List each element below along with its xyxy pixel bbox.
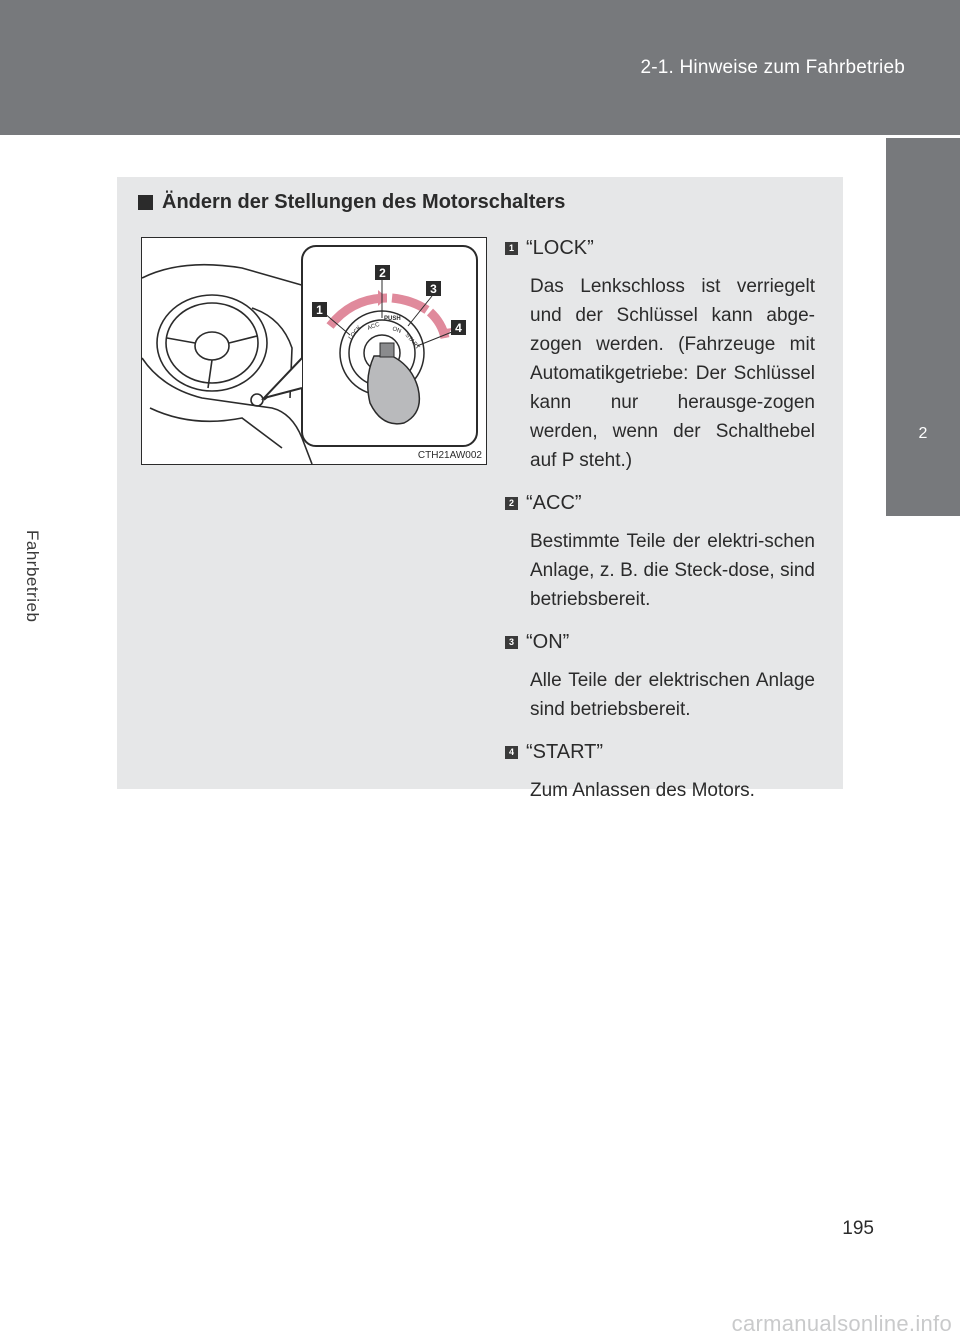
item-title: “START” (526, 740, 604, 763)
ignition-switch-figure (141, 237, 487, 465)
item-description: Das Lenkschloss ist verriegelt und der Schlüssel kann abge-zogen werden. (Fahrzeuge mit Automatikgetriebe: Der Schlüssel kann nur herausge-zogen werden, wenn der Schalthebel auf P steht.) (530, 276, 815, 471)
page-number: 195 (842, 1218, 874, 1239)
callout-1: 1 (316, 303, 323, 317)
item-number-badge: 4 (505, 746, 518, 759)
switch-label-acc: ACC (366, 321, 381, 332)
item-description: Zum Anlassen des Motors. (530, 780, 755, 801)
list-item (505, 232, 815, 475)
item-title: “LOCK” (526, 236, 594, 259)
chapter-label: Fahrbetrieb (23, 530, 42, 623)
list-item (505, 626, 815, 724)
switch-label-push: PUSH (384, 316, 401, 322)
switch-label-lock: LOCK (347, 324, 364, 342)
item-number-badge: 3 (505, 636, 518, 649)
switch-position-list (505, 232, 815, 817)
item-title: “ON” (526, 630, 570, 653)
watermark: carmanualsonline.info (731, 1311, 952, 1336)
list-item (505, 736, 815, 805)
callout-2: 2 (379, 266, 386, 280)
square-bullet-icon (138, 195, 153, 210)
item-description: Bestimmte Teile der elektri-schen Anlage, z. B. die Steck-dose, sind betriebsbereit. (530, 531, 815, 610)
header-band (0, 0, 960, 135)
figure-code: CTH21AW002 (417, 450, 482, 461)
callout-4: 4 (455, 321, 462, 335)
list-item (505, 487, 815, 614)
panel-heading (138, 191, 565, 214)
switch-label-start: START (403, 332, 421, 351)
item-number-badge: 1 (505, 242, 518, 255)
item-title: “ACC” (526, 491, 582, 514)
ignition-illustration (142, 238, 486, 464)
chapter-number: 2 (918, 425, 928, 442)
panel-heading-text: Ändern der Stellungen des Motorschalters (162, 191, 566, 213)
info-panel (117, 177, 843, 801)
item-number-badge: 2 (505, 497, 518, 510)
item-description: Alle Teile der elektrischen Anlage sind betriebsbereit. (530, 670, 815, 720)
switch-label-on: ON (391, 326, 402, 335)
section-title: 2-1. Hinweise zum Fahrbetrieb (640, 57, 905, 78)
callout-3: 3 (430, 282, 437, 296)
chapter-tab (886, 138, 960, 516)
